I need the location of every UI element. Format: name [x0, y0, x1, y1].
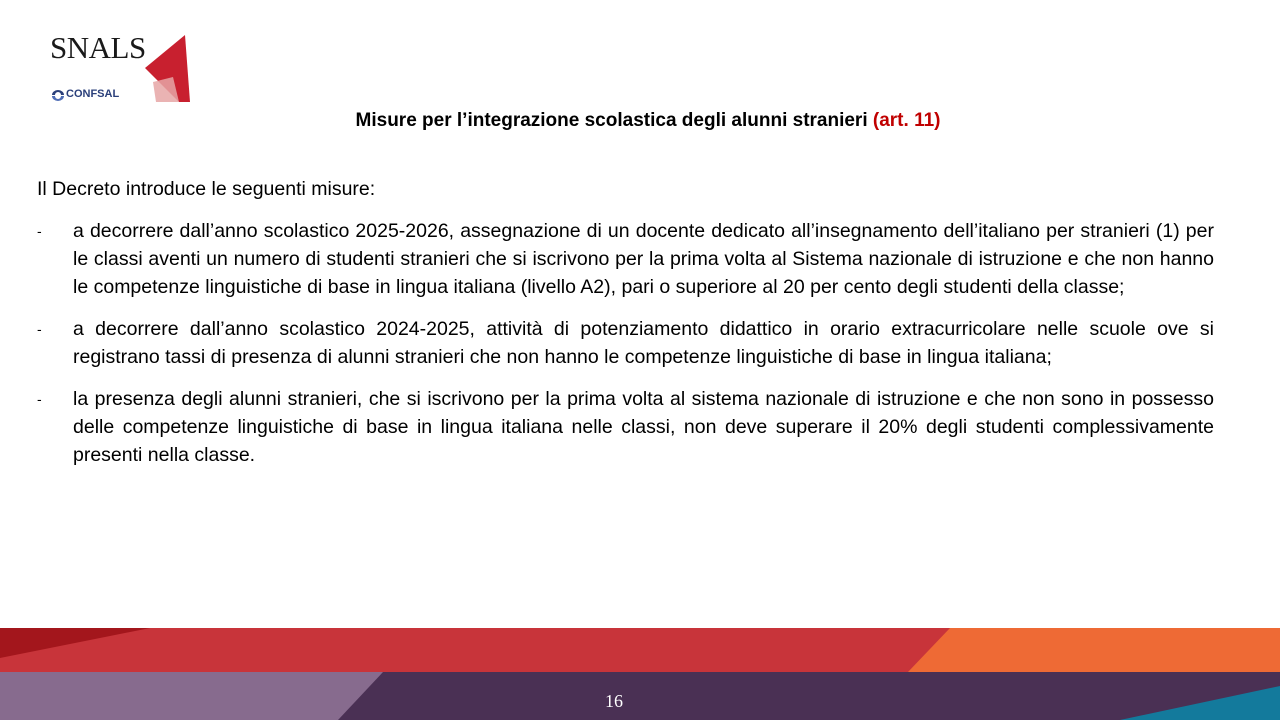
- intro-paragraph: Il Decreto introduce le seguenti misure:: [37, 178, 376, 200]
- list-item-text: la presenza degli alunni stranieri, che si iscrivono per la prima volta al sistema nazionale di istruzione e che non sono in possesso delle competenze linguistiche di base in lingua italiana nelle classi, non deve superare il 20% degli studenti complessivamente presenti nella classe.: [73, 388, 1214, 466]
- list-item-text: a decorrere dall’anno scolastico 2024-2025, attività di potenziamento didattico in orario extracurricolare nelle scuole ove si registrano tassi di presenza di alunni stranieri che non hanno le competenze linguistiche di base in lingua italiana;: [73, 318, 1214, 368]
- logo-confsal-text: CONFSAL: [66, 88, 120, 100]
- list-item: [37, 385, 1214, 469]
- slide-title-accent: (art. 11): [872, 110, 941, 131]
- bullet-dash-icon: -: [37, 321, 42, 337]
- list-item: [37, 217, 1214, 301]
- logo-wordmark: SNALS: [50, 30, 146, 65]
- bullet-dash-icon: -: [37, 223, 42, 239]
- confsal-emblem-icon: [51, 89, 65, 101]
- bullet-dash-icon: -: [37, 391, 42, 407]
- slide-body: [37, 175, 1214, 483]
- slide-title-main: Misure per l’integrazione scolastica degli alunni stranieri: [355, 110, 868, 131]
- slide-title: [0, 109, 1280, 133]
- list-item-text: a decorrere dall’anno scolastico 2025-2026, assegnazione di un docente dedicato all’insegnamento dell’italiano per stranieri (1) per le classi aventi un numero di studenti stranieri che si iscrivono per la prima volta al Sistema nazionale di istruzione e che non hanno le competenze linguistiche di base in lingua italiana (livello A2), pari o superiore al 20 per cento degli studenti della classe;: [73, 220, 1214, 298]
- list-item: [37, 315, 1214, 371]
- page-number: 16: [605, 691, 623, 711]
- snals-confsal-logo: [48, 30, 193, 105]
- measures-list: [37, 217, 1214, 469]
